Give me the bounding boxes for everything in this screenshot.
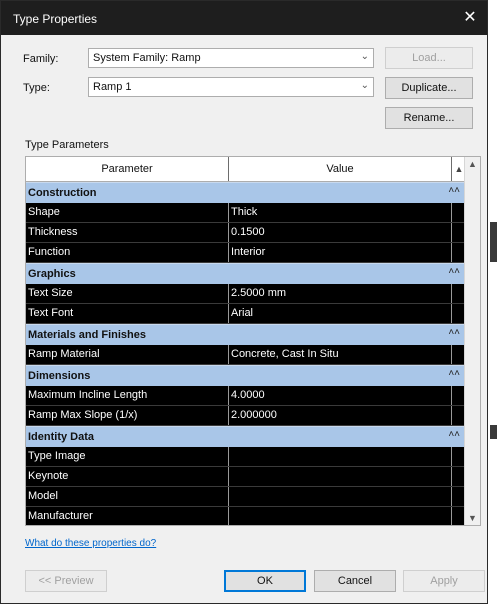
parameter-row[interactable] — [26, 345, 466, 365]
family-dropdown[interactable] — [88, 48, 374, 68]
ok-button[interactable]: OK — [224, 570, 306, 592]
collapse-icon[interactable]: ˄˄ — [448, 327, 460, 338]
parameter-row[interactable] — [26, 284, 466, 304]
value-column-header[interactable]: Value — [229, 157, 452, 181]
vertical-scrollbar[interactable] — [464, 157, 480, 525]
parameter-value[interactable]: 2.000000 — [229, 406, 452, 425]
parameter-value[interactable] — [229, 467, 452, 486]
parameter-value[interactable]: 4.0000 — [229, 386, 452, 405]
group-title: Identity Data — [28, 431, 95, 443]
scroll-up-icon[interactable]: ▲ — [468, 159, 477, 169]
parameter-value[interactable] — [229, 447, 452, 466]
preview-button[interactable]: << Preview — [25, 570, 107, 592]
chevron-down-icon: ⌄ — [360, 80, 369, 91]
type-parameters-heading: Type Parameters — [25, 139, 109, 151]
parameter-name: Manufacturer — [26, 507, 229, 526]
group-title: Construction — [28, 187, 97, 199]
group-title: Graphics — [28, 268, 76, 280]
title-bar — [1, 1, 487, 35]
background-edge — [490, 222, 497, 262]
parameter-name: Type Image — [26, 447, 229, 466]
window-title: Type Properties — [13, 12, 98, 26]
chevron-down-icon: ⌄ — [360, 51, 369, 62]
parameter-name: Ramp Max Slope (1/x) — [26, 406, 229, 425]
group-header[interactable] — [26, 365, 466, 386]
parameter-row[interactable] — [26, 467, 466, 487]
parameter-row[interactable] — [26, 447, 466, 467]
parameter-value[interactable] — [229, 507, 452, 526]
scroll-down-icon[interactable]: ▼ — [468, 513, 477, 523]
type-value: Ramp 1 — [93, 81, 132, 93]
group-title: Dimensions — [28, 370, 91, 382]
parameter-name: Function — [26, 243, 229, 262]
close-icon[interactable]: ✕ — [463, 9, 477, 26]
parameter-name: Shape — [26, 203, 229, 222]
parameter-row[interactable] — [26, 304, 466, 324]
parameter-value[interactable]: Interior — [229, 243, 452, 262]
parameter-value[interactable]: Concrete, Cast In Situ — [229, 345, 452, 364]
grid-header — [26, 157, 466, 182]
parameter-value[interactable]: Thick — [229, 203, 452, 222]
parameter-value[interactable]: Arial — [229, 304, 452, 323]
parameter-row[interactable] — [26, 507, 466, 526]
parameter-value[interactable]: 0.1500 — [229, 223, 452, 242]
type-dropdown[interactable] — [88, 77, 374, 97]
sort-icon[interactable]: ▲ — [454, 164, 464, 174]
group-header[interactable] — [26, 324, 466, 345]
parameter-row[interactable] — [26, 386, 466, 406]
parameter-row[interactable] — [26, 406, 466, 426]
parameter-name: Ramp Material — [26, 345, 229, 364]
parameter-value[interactable] — [229, 487, 452, 506]
parameter-row[interactable] — [26, 487, 466, 507]
parameter-value[interactable]: 2.5000 mm — [229, 284, 452, 303]
group-title: Materials and Finishes — [28, 329, 146, 341]
rename-button[interactable]: Rename... — [385, 107, 473, 129]
parameter-row[interactable] — [26, 223, 466, 243]
apply-button[interactable]: Apply — [403, 570, 485, 592]
duplicate-button[interactable]: Duplicate... — [385, 77, 473, 99]
parameter-row[interactable] — [26, 243, 466, 263]
parameter-name: Text Size — [26, 284, 229, 303]
type-label: Type: — [23, 82, 50, 94]
group-header[interactable] — [26, 263, 466, 284]
parameter-name: Model — [26, 487, 229, 506]
group-header[interactable] — [26, 426, 466, 447]
parameter-row[interactable] — [26, 203, 466, 223]
family-label: Family: — [23, 53, 59, 65]
family-value: System Family: Ramp — [93, 52, 201, 64]
parameter-column-header[interactable]: Parameter — [26, 157, 229, 181]
cancel-button[interactable]: Cancel — [314, 570, 396, 592]
parameter-name: Thickness — [26, 223, 229, 242]
collapse-icon[interactable]: ˄˄ — [448, 185, 460, 196]
collapse-icon[interactable]: ˄˄ — [448, 368, 460, 379]
type-parameters-grid — [25, 156, 481, 526]
parameter-name: Keynote — [26, 467, 229, 486]
parameter-name: Text Font — [26, 304, 229, 323]
background-edge — [490, 425, 497, 439]
load-button[interactable]: Load... — [385, 47, 473, 69]
collapse-icon[interactable]: ˄˄ — [448, 266, 460, 277]
collapse-icon[interactable]: ˄˄ — [448, 429, 460, 440]
help-link[interactable]: What do these properties do? — [25, 538, 157, 549]
group-header[interactable] — [26, 182, 466, 203]
parameter-name: Maximum Incline Length — [26, 386, 229, 405]
